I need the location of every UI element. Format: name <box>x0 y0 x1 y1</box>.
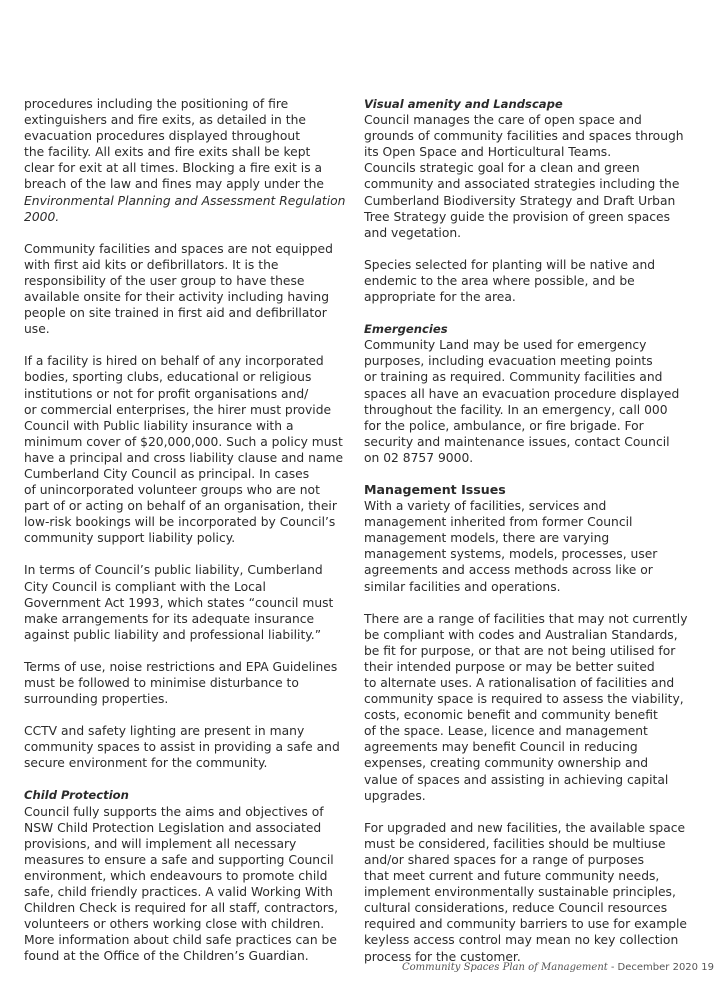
text-line: required and community barriers to use for example <box>364 917 687 932</box>
text-line: expenses, creating community ownership and <box>364 756 649 771</box>
text-line: In terms of Council’s public liability, Cumberland <box>24 563 323 578</box>
text-line: have a principal and cross liability clause and name <box>24 450 344 465</box>
species-paragraph <box>364 257 664 305</box>
text-line: breach of the law and fines may apply under the <box>24 177 324 192</box>
cctv-paragraph <box>24 723 340 771</box>
text-line: costs, economic benefit and community benefit <box>364 708 658 723</box>
text-line: community space is required to assess the viability, <box>364 692 684 707</box>
text-line: procedures including the positioning of fire <box>24 97 289 111</box>
text-line: keyless access control may mean no key collection <box>364 933 679 948</box>
text-line: security and maintenance issues, contact Council <box>364 434 670 449</box>
text-line: management models, there are varying <box>364 531 610 546</box>
visual-amenity-heading: Visual amenity and Landscape <box>364 97 563 111</box>
text-line: agreements and access methods across like or <box>364 563 653 578</box>
emergencies-heading: Emergencies <box>364 322 448 337</box>
text-line: upgrades. <box>364 788 426 803</box>
text-line: low-risk bookings will be incorporated by Council’s <box>24 515 336 530</box>
text-line: to alternate uses. A rationalisation of facilities and <box>364 676 675 690</box>
text-line: for the police, ambulance, or fire brigade. For <box>364 418 644 433</box>
text-line: volunteers or others working close with children. <box>24 917 325 932</box>
public-liability-paragraph <box>24 562 336 642</box>
text-line: and vegetation. <box>364 225 462 240</box>
text-line: of unincorporated volunteer groups who are not <box>24 483 320 498</box>
text-line: Council with Public liability insurance with a <box>24 418 294 433</box>
text-line: bodies, sporting clubs, educational or religious <box>24 370 312 385</box>
text-line: its Open Space and Horticultural Teams. <box>364 145 612 160</box>
text-line: Children Check is required for all staff, contractors, <box>24 901 339 916</box>
emergencies-section <box>364 321 680 466</box>
text-line: Tree Strategy guide the provision of green spaces <box>364 209 671 224</box>
text-line: on 02 8757 9000. <box>364 450 474 465</box>
child-protection-heading: Child Protection <box>24 788 129 803</box>
text-line: throughout the facility. In an emergency, call 000 <box>364 402 668 417</box>
text-line: With a variety of facilities, services and <box>364 499 607 514</box>
text-line: be compliant with codes and Australian Standards, <box>364 627 678 642</box>
text-line: minimum cover of $20,000,000. Such a policy must <box>24 434 343 449</box>
text-line: use. <box>24 322 50 337</box>
upgraded-facilities-paragraph <box>364 820 687 965</box>
text-line: safe, child friendly practices. A valid Working With <box>24 885 333 900</box>
terms-paragraph <box>24 659 336 707</box>
text-line: surrounding properties. <box>24 692 169 707</box>
first-aid-paragraph <box>24 241 336 338</box>
text-line: agreements may benefit Council in reducing <box>364 740 638 755</box>
text-line: Cumberland City Council as principal. In cases <box>24 466 310 481</box>
right-column <box>364 96 688 981</box>
text-line: extinguishers and fire exits, as detailed in the <box>24 113 306 128</box>
text-line: Species selected for planting will be native and <box>364 257 656 272</box>
text-line: or training as required. Community facilities and <box>364 370 663 385</box>
text-line: and/or shared spaces for a range of purposes <box>364 852 645 867</box>
text-line: implement environmentally sustainable principles, <box>364 885 676 900</box>
text-line: community spaces to assist in providing a safe and <box>24 740 340 755</box>
text-line: More information about child safe practices can be <box>24 933 337 948</box>
footer-separator: - <box>607 962 618 973</box>
text-line: Council manages the care of open space and <box>364 113 642 128</box>
footer-date: December 2020 <box>617 962 699 973</box>
text-line: If a facility is hired on behalf of any incorporated <box>24 354 324 369</box>
range-of-facilities-paragraph <box>364 611 688 804</box>
child-protection-section <box>24 787 339 964</box>
text-line: community and associated strategies including the <box>364 177 680 192</box>
text-line: with first aid kits or defibrillators. It is the <box>24 257 279 272</box>
text-line: measures to ensure a safe and supporting Council <box>24 852 334 867</box>
text-line: must be followed to minimise disturbance to <box>24 676 299 690</box>
text-line: available onsite for their activity including having <box>24 290 329 305</box>
text-line: There are a range of facilities that may not currently <box>364 611 688 626</box>
text-line: must be considered, facilities should be multiuse <box>364 836 666 851</box>
footer-document-title: Community Spaces Plan of Management <box>402 962 608 973</box>
text-line: institutions or not for profit organisations and/ <box>24 386 309 401</box>
text-line: endemic to the area where possible, and be <box>364 273 635 288</box>
text-line: management systems, models, processes, user <box>364 547 658 562</box>
text-line: CCTV and safety lighting are present in many <box>24 724 305 739</box>
text-line: of the space. Lease, licence and management <box>364 724 648 739</box>
text-line: clear for exit at all times. Blocking a fire exit is a <box>24 161 323 176</box>
text-line: NSW Child Protection Legislation and associated <box>24 820 322 835</box>
text-line: community support liability policy. <box>24 531 236 546</box>
text-line: similar facilities and operations. <box>364 579 561 594</box>
text-line: Community facilities and spaces are not equipped <box>24 241 333 256</box>
text-line: Councils strategic goal for a clean and green <box>364 161 640 176</box>
text-line: Government Act 1993, which states “council must <box>24 595 334 610</box>
text-line: make arrangements for its adequate insurance <box>24 611 315 626</box>
management-issues-heading: Management Issues <box>364 481 506 497</box>
text-line: provisions, and will implement all necessary <box>24 836 297 851</box>
regulation-title-line: Environmental Planning and Assessment Regulation <box>24 193 346 208</box>
text-line: City Council is compliant with the Local <box>24 579 266 594</box>
text-line: evacuation procedures displayed throughout <box>24 129 301 144</box>
text-line: purposes, including evacuation meeting points <box>364 354 653 369</box>
visual-amenity-section <box>364 96 684 241</box>
evacuation-paragraph <box>24 96 346 225</box>
text-line: secure environment for the community. <box>24 756 268 771</box>
text-line: cultural considerations, reduce Council resources <box>364 901 668 916</box>
regulation-title-line: 2000. <box>24 209 60 224</box>
text-line: value of spaces and assisting in achieving capital <box>364 772 669 787</box>
left-column <box>24 96 346 981</box>
text-line: their intended purpose or may be better suited <box>364 659 655 674</box>
text-line: be fit for purpose, or that are not being utilised for <box>364 643 676 658</box>
text-line: For upgraded and new facilities, the available space <box>364 820 686 835</box>
text-line: Community Land may be used for emergency <box>364 338 647 353</box>
text-line: people on site trained in first aid and defibrillator <box>24 306 327 321</box>
text-line: that meet current and future community needs, <box>364 869 660 884</box>
text-line: part of or acting on behalf of an organisation, their <box>24 499 337 514</box>
page-number: 19 <box>701 962 714 973</box>
text-line: appropriate for the area. <box>364 290 516 305</box>
page-footer <box>402 962 714 973</box>
text-line: spaces all have an evacuation procedure displayed <box>364 386 680 401</box>
text-line: against public liability and professional liability.” <box>24 627 322 642</box>
text-line: management inherited from former Council <box>364 515 633 530</box>
text-line: environment, which endeavours to promote child <box>24 868 328 883</box>
text-line: Cumberland Biodiversity Strategy and Draft Urban <box>364 193 676 208</box>
text-line: the facility. All exits and fire exits shall be kept <box>24 145 311 160</box>
text-line: Council fully supports the aims and objectives of <box>24 804 324 819</box>
text-line: grounds of community facilities and spaces through <box>364 129 684 144</box>
insurance-paragraph <box>24 353 344 546</box>
text-line: found at the Office of the Children’s Guardian. <box>24 949 309 964</box>
management-issues-section <box>364 482 664 595</box>
text-line: process for the customer. <box>364 949 521 964</box>
text-line: Terms of use, noise restrictions and EPA Guidelines <box>24 659 338 674</box>
text-line: responsibility of the user group to have these <box>24 273 305 288</box>
text-line: or commercial enterprises, the hirer must provide <box>24 402 332 417</box>
